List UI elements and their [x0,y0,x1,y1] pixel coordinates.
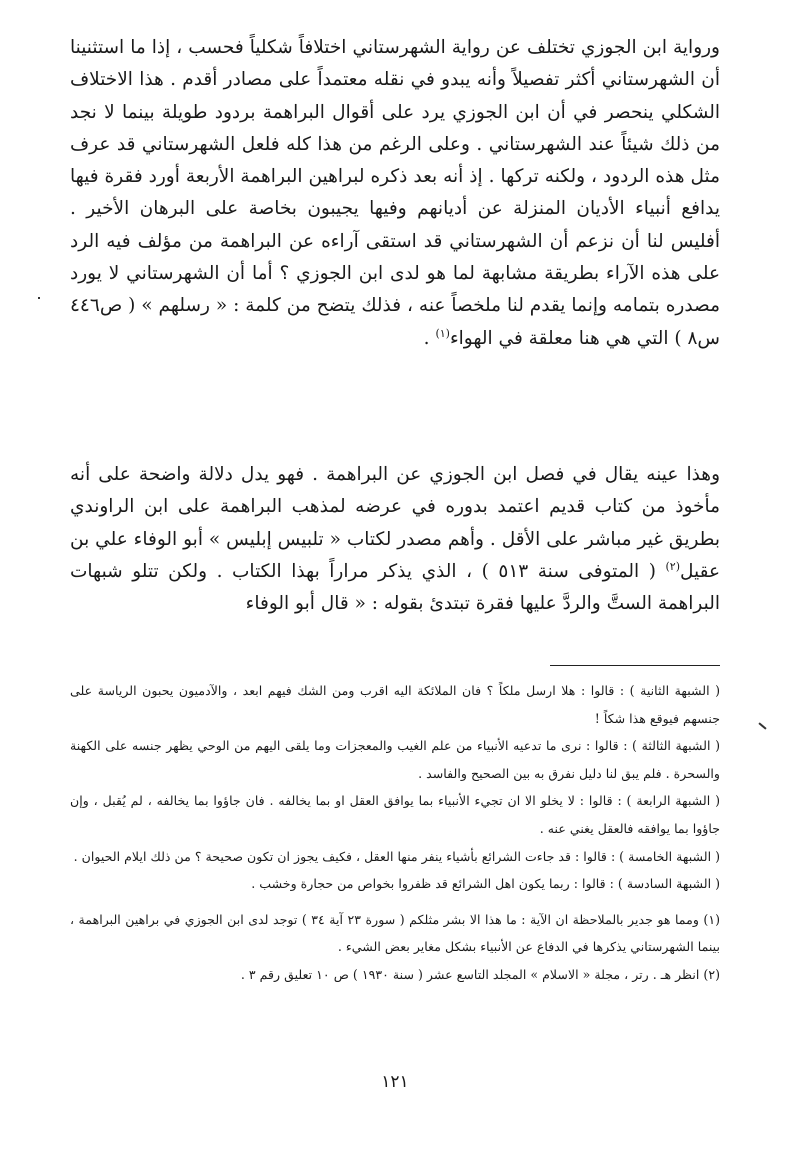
footnote-ref-2: (٢) [665,559,681,573]
book-page [70,32,720,1142]
footnote-shubha-6: ( الشبهة السادسة ) : قالوا : ربما يكون اهل الشرائع قد ظفروا بخواص من حجارة وخشب . [251,876,720,892]
paragraph-1-end: . [423,327,436,349]
footnote-separator [550,665,720,666]
body-paragraph-1 [70,32,720,355]
page-number: ١٢١ [381,1072,409,1092]
scan-speck-top [38,297,40,299]
footnote-shubha-3: ( الشبهة الثالثة ) : قالوا : نرى ما تدعيه الأنبياء من علم الغيب والمعجزات وما يلقى اليهم من الوحي يظهر جنسه على الكهنة والسحرة . فلم يبق لنا دليل نفرق به بين الصحيح والفاسد . [70,738,720,781]
scan-speck-mark [758,722,766,729]
footnotes [70,677,720,989]
footnote-ref-1: (١) [435,326,450,340]
footnote-2: (٢) انظر هـ . رتر ، مجلة « الاسلام » المجلد التاسع عشر ( سنة ١٩٣٠ ) ص ١٠ تعليق رقم ٣ . [240,966,720,982]
paragraph-1-text: ورواية ابن الجوزي تختلف عن رواية الشهرستاني اختلافاً شكلياً فحسب ، إذا ما استثنينا أن الشهرستاني أكثر تفصيلاً وأنه يبدو في نقله معتمداً على مصادر أقدم . هذا الاختلاف الشكلي ينحصر في أن ابن الجوزي يرد على أقوال البراهمة بردود طويلة بينما لا نجد من ذلك شيئاً عند الشهرستاني . وعلى الرغم من هذا كله فلعل الشهرستاني قد عرف مثل هذه الردود ، ولكنه تركها . إذ أنه بعد ذكره لبراهين البراهمة الأربعة أورد فقرة فيها يدافع أنبياء الأديان المنزلة عن أديانهم وفيها يجيبون بخاصة على البرهان الأخير . أفليس لنا أن نزعم أن الشهرستاني قد استقى آراءه عن البراهمة من مؤلف فيه الرد على هذه الآراء بطريقة مشابهة لما هو لدى ابن الجوزي ؟ أما أن الشهرستاني لا يورد مصدره بتمامه وإنما يقدم لنا ملخصاً عنه ، فذلك يتضح من كلمة : « رسلهم » ( ص٤٤٦ س٨ ) التي هي هنا معلقة في الهواء [70,37,720,349]
footnote-shubha-4: ( الشبهة الرابعة ) : قالوا : لا يخلو الا ان تجيء الأنبياء بما يوافق العقل او بما يخالفه . فان جاؤوا بما يخالفه ، لم يُقبل ، وإن جاؤوا بما يوافقه فالعقل يغني عنه . [70,793,720,836]
footnote-shubha-2: ( الشبهة الثانية ) : قالوا : هلا ارسل ملكاً ؟ فان الملائكة اليه اقرب ومن الشك فيهم ابعد ، والآدميون يحبون الرياسة على جنسهم فيوقع هذا شكاً ! [70,683,720,726]
paragraph-2-text-b: ( المتوفى سنة ٥١٣ ) ، الذي يذكر مراراً بهذا الكتاب . ولكن تتلو شبهات البراهمة الستَّ والردَّ عليها فقرة تبتدئ بقوله : « قال أبو الوفاء [70,560,720,615]
body-paragraph-2 [70,459,720,620]
footnote-shubha-5: ( الشبهة الخامسة ) : قالوا : قد جاءت الشرائع بأشياء ينفر منها العقل ، فكيف يجوز ان تكون صحيحة ؟ من ذلك ايلام الحيوان . [73,848,720,864]
paragraph-2-text-a: وهذا عينه يقال في فصل ابن الجوزي عن البراهمة . فهو يدل دلالة واضحة على أنه مأخوذ من كتاب قديم اعتمد بدوره في عرضه لمذهب البراهمة على ابن الراوندي بطريق غير مباشر على الأقل . وأهم مصدر لكتاب « تلبيس إبليس » أبو الوفاء علي بن عقيل [70,464,721,582]
footnote-1: (١) ومما هو جدير بالملاحظة ان الآية : ما هذا الا بشر مثلكم ( سورة ٢٣ آية ٣٤ ) توجد لدى ابن الجوزي في براهين البراهمة ، بينما الشهرستاني يذكرها في الدفاع عن الأنبياء بشكل مغاير بعض الشيء . [70,911,720,955]
